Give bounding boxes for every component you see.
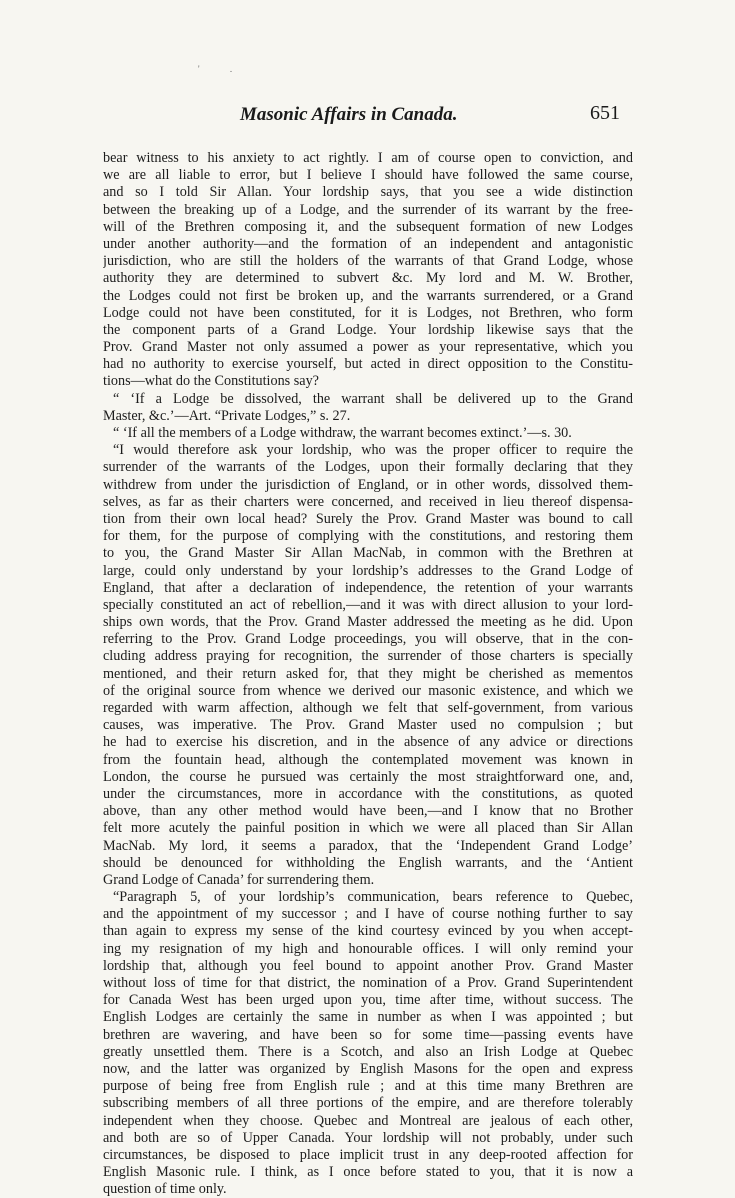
text-line: for them, for the purpose of complying with the constitutions, and restoring them bbox=[103, 528, 633, 545]
text-line: “ ‘If a Lodge be dissolved, the warrant shall be delivered up to the Grand bbox=[113, 390, 633, 407]
text-line: without loss of time for that district, the nomination of a Prov. Grand Superintendent bbox=[103, 975, 633, 991]
text-line: brethren are wavering, and have been so for some time—passing events have bbox=[103, 1026, 633, 1043]
text-line: circumstances, be disposed to place implicit trust in any deep-rooted affection for bbox=[103, 1146, 633, 1163]
text-line: Prov. Grand Master not only assumed a power as your representative, which you bbox=[103, 339, 633, 356]
text-line: England, that after a declaration of independence, the retention of your warrants bbox=[103, 579, 633, 596]
text-line: surrender of the warrants of the Lodges, upon their formally declaring that they bbox=[103, 459, 633, 476]
text-line: purpose of being free from English rule ; and at this time many Brethren are bbox=[103, 1078, 633, 1095]
text-line: “Paragraph 5, of your lordship’s communication, bears reference to Quebec, bbox=[113, 889, 633, 906]
text-line: regarded with warm affection, although we felt that self-government, from various bbox=[103, 700, 633, 716]
text-line: Lodge could not have been constituted, for it is Lodges, not Brethren, who form bbox=[103, 304, 633, 321]
text-line: and the appointment of my successor ; and I have of course nothing further to say bbox=[103, 906, 633, 923]
text-line: mentioned, and their return asked for, that they might be cherished as mementos bbox=[103, 665, 633, 682]
text-line: specially constituted an act of rebellion,—and it was with direct allusion to your lord- bbox=[103, 596, 633, 613]
text-line: question of time only. bbox=[103, 1181, 227, 1198]
text-line: Master, &c.’—Art. “Private Lodges,” s. 27. bbox=[103, 407, 351, 424]
text-line: the Lodges could not first be broken up, and the warrants surrendered, or a Grand bbox=[103, 287, 633, 304]
text-line: English Masonic rule. I think, as I once before stated to you, that it is now a bbox=[103, 1164, 633, 1181]
text-line: he had to exercise his discretion, and in the absence of any advice or directions bbox=[103, 734, 633, 751]
text-line: from the fountain head, although the contemplated movement was known in bbox=[103, 751, 633, 768]
text-line: under another authority—and the formation of an independent and antagonistic bbox=[103, 235, 633, 252]
text-line: MacNab. My lord, it seems a paradox, that the ‘Independent Grand Lodge’ bbox=[103, 837, 633, 854]
page-number: 651 bbox=[590, 102, 620, 124]
text-line: to you, the Grand Master Sir Allan MacNab, in common with the Brethren at bbox=[103, 545, 633, 562]
text-line: and so I told Sir Allan. Your lordship says, that you see a wide distinction bbox=[103, 184, 633, 201]
text-line: jurisdiction, who are still the holders of the warrants of that Grand Lodge, whose bbox=[103, 253, 633, 270]
text-line: had no authority to exercise yourself, but acted in direct opposition to the Constitu- bbox=[103, 356, 633, 373]
body-text bbox=[103, 150, 633, 1198]
text-line: greatly unsettled them. There is a Scotch, and also an Irish Lodge at Quebec bbox=[103, 1043, 633, 1060]
text-line: between the breaking up of a Lodge, and the surrender of its warrant by the free- bbox=[103, 201, 633, 218]
text-line: will of the Brethren composing it, and the subsequent formation of new Lodges bbox=[103, 218, 633, 235]
text-line: withdrew from under the jurisdiction of England, or in other words, dissolved them- bbox=[103, 476, 633, 493]
print-specks: ' . bbox=[198, 64, 247, 74]
text-line: tion from their own local head? Surely the Prov. Grand Master was bound to call bbox=[103, 510, 633, 527]
text-line: bear witness to his anxiety to act rightly. I am of course open to conviction, and bbox=[103, 150, 633, 166]
text-line: under the circumstances, more in accordance with the constitutions, as quoted bbox=[103, 785, 633, 802]
text-line: and both are so of Upper Canada. Your lordship will not probably, under such bbox=[103, 1129, 633, 1146]
text-line: “I would therefore ask your lordship, who was the proper officer to require the bbox=[113, 442, 633, 459]
text-line: cluding address praying for recognition, the surrender of those charters is specially bbox=[103, 648, 633, 665]
text-line: large, could only understand by your lordship’s addresses to the Grand Lodge of bbox=[103, 562, 633, 579]
text-line: independent when they choose. Quebec and Montreal are jealous of each other, bbox=[103, 1112, 633, 1129]
text-line: of the original source from whence we derived our masonic existence, and which we bbox=[103, 682, 633, 699]
text-line: tions—what do the Constitutions say? bbox=[103, 373, 319, 390]
text-line: now, and the latter was organized by English Masons for the open and express bbox=[103, 1060, 633, 1077]
text-line: London, the course he pursued was certainly the most straightforward one, and, bbox=[103, 768, 633, 785]
text-line: referring to the Prov. Grand Lodge proceedings, you will observe, that in the con- bbox=[103, 631, 633, 648]
text-line: than again to express my sense of the kind courtesy evinced by you when accept- bbox=[103, 923, 633, 940]
text-line: English Lodges are certainly the same in number as when I was appointed ; but bbox=[103, 1009, 633, 1026]
running-title: Masonic Affairs in Canada. bbox=[240, 104, 458, 125]
text-line: Grand Lodge of Canada’ for surrendering them. bbox=[103, 871, 375, 888]
text-line: authority they are determined to subvert &c. My lord and M. W. Brother, bbox=[103, 270, 633, 287]
text-line: above, than any other method would have been,—and I know that no Brother bbox=[103, 803, 633, 820]
text-line: for Canada West has been urged upon you, time after time, without success. The bbox=[103, 992, 633, 1009]
text-line: “ ‘If all the members of a Lodge withdraw, the warrant becomes extinct.’—s. 30. bbox=[113, 425, 572, 441]
text-line: should be denounced for withholding the English warrants, and the ‘Antient bbox=[103, 854, 633, 871]
text-line: the component parts of a Grand Lodge. Your lordship likewise says that the bbox=[103, 321, 633, 338]
text-line: ships own words, that the Prov. Grand Master addressed the meeting as he did. Upon bbox=[103, 614, 633, 631]
text-line: we are all liable to error, but I believe I should have followed the same course, bbox=[103, 167, 633, 184]
text-line: ing my resignation of my high and honourable offices. I will only remind your bbox=[103, 940, 633, 957]
text-line: lordship that, although you feel bound to appoint another Prov. Grand Master bbox=[103, 957, 633, 974]
text-line: selves, as far as their charters were concerned, and received in lieu thereof dispensa- bbox=[103, 493, 633, 510]
text-line: causes, was imperative. The Prov. Grand Master used no compulsion ; but bbox=[103, 717, 633, 734]
text-line: subscribing members of all three portions of the empire, and are therefore tolerably bbox=[103, 1095, 633, 1112]
text-line: felt more acutely the painful position in which we were all placed than Sir Allan bbox=[103, 820, 633, 837]
